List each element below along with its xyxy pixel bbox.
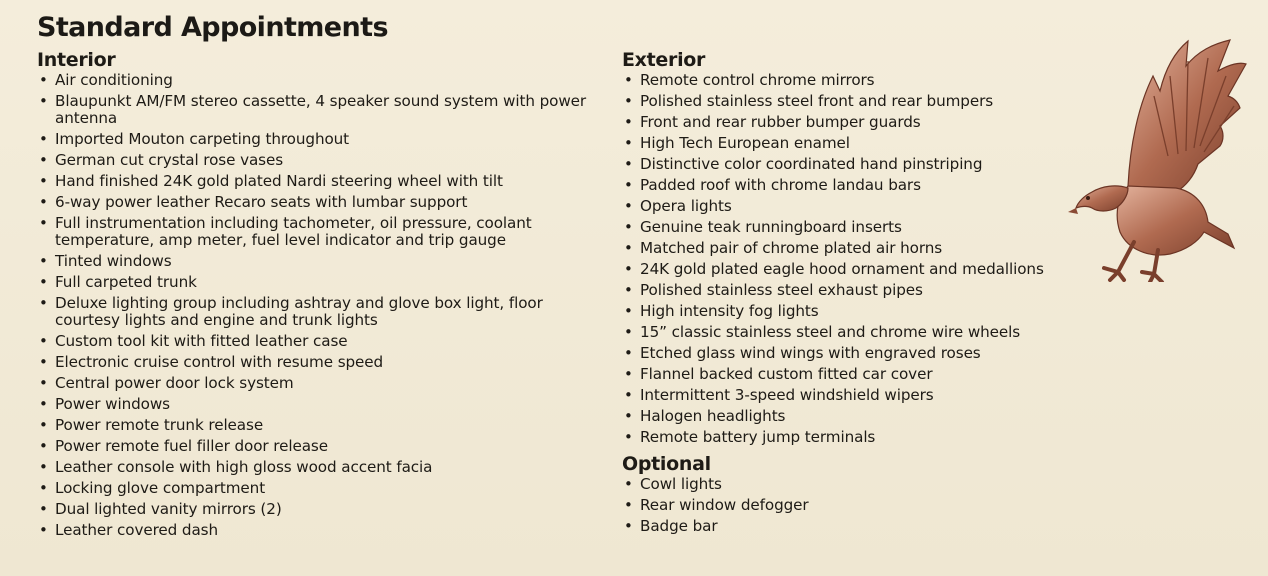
interior-item: • Full carpeted trunk	[37, 274, 597, 291]
exterior-item: • Intermittent 3-speed windshield wipers	[622, 387, 1092, 404]
exterior-item: • Remote battery jump terminals	[622, 429, 1092, 446]
exterior-item: • Halogen headlights	[622, 408, 1092, 425]
interior-item: • German cut crystal rose vases	[37, 152, 597, 169]
exterior-item: • Distinctive color coordinated hand pinstriping	[622, 156, 1092, 173]
exterior-item: • Remote control chrome mirrors	[622, 72, 1092, 89]
exterior-item: • Polished stainless steel exhaust pipes	[622, 282, 1092, 299]
exterior-column	[622, 48, 1092, 539]
interior-heading: Interior	[37, 49, 116, 71]
interior-item: • Custom tool kit with fitted leather case	[37, 333, 597, 350]
interior-item: • Dual lighted vanity mirrors (2)	[37, 501, 597, 518]
exterior-item: • Padded roof with chrome landau bars	[622, 177, 1092, 194]
exterior-item: • Genuine teak runningboard inserts	[622, 219, 1092, 236]
interior-item: • Central power door lock system	[37, 375, 597, 392]
interior-list	[37, 72, 597, 539]
interior-item: • Power remote fuel filler door release	[37, 438, 597, 455]
exterior-item: • Opera lights	[622, 198, 1092, 215]
exterior-item: • 15” classic stainless steel and chrome wire wheels	[622, 324, 1092, 341]
optional-heading: Optional	[622, 453, 711, 475]
interior-item: • Air conditioning	[37, 72, 597, 89]
interior-item: • Power remote trunk release	[37, 417, 597, 434]
optional-list	[622, 476, 1092, 535]
optional-item: • Cowl lights	[622, 476, 1092, 493]
exterior-item: • Front and rear rubber bumper guards	[622, 114, 1092, 131]
interior-item: • Hand finished 24K gold plated Nardi steering wheel with tilt	[37, 173, 597, 190]
exterior-item: • Polished stainless steel front and rear bumpers	[622, 93, 1092, 110]
exterior-item: • High Tech European enamel	[622, 135, 1092, 152]
interior-item: • Locking glove compartment	[37, 480, 597, 497]
eagle-icon	[1058, 36, 1248, 282]
interior-item: • Tinted windows	[37, 253, 597, 270]
exterior-heading: Exterior	[622, 49, 706, 71]
interior-item: • Power windows	[37, 396, 597, 413]
exterior-item: • Matched pair of chrome plated air horns	[622, 240, 1092, 257]
interior-item: • Full instrumentation including tachometer, oil pressure, coolant temperature, amp meter, fuel level indicator and trip gauge	[37, 215, 597, 249]
exterior-item: • 24K gold plated eagle hood ornament and medallions	[622, 261, 1092, 278]
optional-item: • Rear window defogger	[622, 497, 1092, 514]
exterior-list	[622, 72, 1092, 446]
interior-item: • Leather covered dash	[37, 522, 597, 539]
interior-item: • 6-way power leather Recaro seats with lumbar support	[37, 194, 597, 211]
interior-item: • Leather console with high gloss wood accent facia	[37, 459, 597, 476]
exterior-item: • Etched glass wind wings with engraved roses	[622, 345, 1092, 362]
exterior-item: • High intensity fog lights	[622, 303, 1092, 320]
interior-item: • Deluxe lighting group including ashtray and glove box light, floor courtesy lights and engine and trunk lights	[37, 295, 597, 329]
interior-item: • Blaupunkt AM/FM stereo cassette, 4 speaker sound system with power antenna	[37, 93, 597, 127]
page-title: Standard Appointments	[37, 12, 388, 43]
interior-item: • Imported Mouton carpeting throughout	[37, 131, 597, 148]
optional-item: • Badge bar	[622, 518, 1092, 535]
exterior-item: • Flannel backed custom fitted car cover	[622, 366, 1092, 383]
interior-column	[37, 48, 597, 543]
interior-item: • Electronic cruise control with resume speed	[37, 354, 597, 371]
